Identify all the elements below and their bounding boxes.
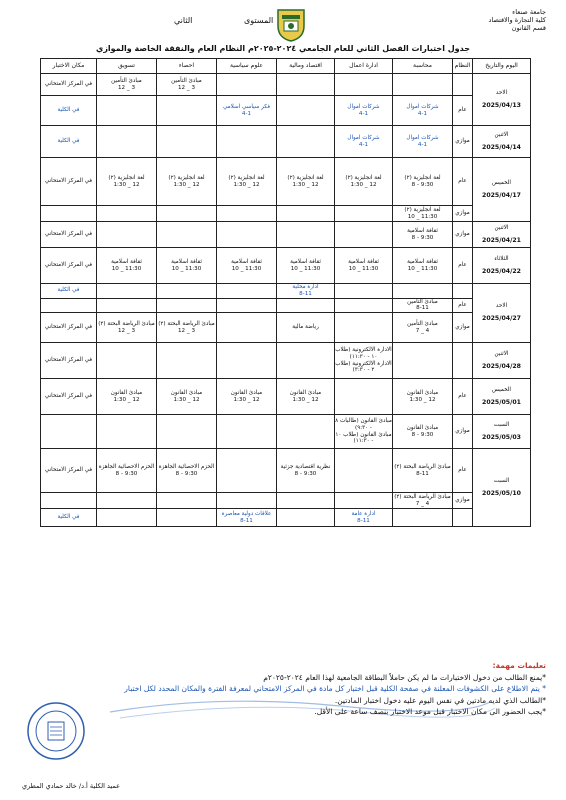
- exam-cell: [277, 298, 335, 313]
- table-row: [41, 126, 531, 158]
- system-cell: عام: [453, 158, 473, 206]
- exam-location-cell: في المركز الامتحاني: [41, 222, 97, 248]
- system-cell: عام: [453, 449, 473, 493]
- day-name: السبت: [493, 421, 510, 428]
- exam-cell: ثقافة اسلامية 11:30 _ 10: [335, 248, 393, 284]
- exam-cell: [277, 222, 335, 248]
- college-stamp-seal: [25, 700, 87, 762]
- exam-cell: [217, 222, 277, 248]
- system-cell: [453, 343, 473, 379]
- exam-cell: مبادئ القانون 12 _ 1:30: [157, 379, 217, 415]
- exam-location-cell: في الكلية: [41, 126, 97, 158]
- exam-cell: ثقافة اسلامية 11:30 _ 10: [277, 248, 335, 284]
- exam-cell: لغة انجليزية (٢) 12 _ 1:30: [217, 158, 277, 206]
- system-cell: عام: [453, 248, 473, 284]
- exam-cell: [97, 509, 157, 527]
- table-row: [41, 313, 531, 343]
- instructions-heading: تعليمات مهمة:: [492, 661, 546, 670]
- day-date-cell: [473, 379, 531, 415]
- exam-location-cell: [41, 415, 97, 449]
- system-cell: موازي: [453, 415, 473, 449]
- table-row: [41, 74, 531, 96]
- day-name: الاحد: [495, 303, 508, 310]
- day-name: الخميس: [492, 386, 511, 393]
- exam-cell: [97, 284, 157, 299]
- table-row: [41, 379, 531, 415]
- table-row: [41, 493, 531, 509]
- exam-cell: لغة انجليزية (٢) 12 _ 1:30: [157, 158, 217, 206]
- exam-date: 2025/05/03: [482, 433, 521, 441]
- day-date-cell: [473, 74, 531, 126]
- table-row: [41, 415, 531, 449]
- exam-cell: علاقات دولية معاصرة 8-11: [217, 509, 277, 527]
- exam-cell: مبادئ القانون (طالبات ٨ - ٩:٣٠) مبادئ القانون (طلاب ١٠ - ١١:٣٠): [335, 415, 393, 449]
- level-label: المستوى: [244, 16, 274, 25]
- exam-cell: [393, 74, 453, 96]
- day-date-cell: [473, 449, 531, 527]
- table-header-row: [41, 59, 531, 74]
- table-row: [41, 284, 531, 299]
- day-name: الاثنين: [494, 131, 509, 138]
- exam-cell: [277, 74, 335, 96]
- instructions-block: [30, 660, 546, 718]
- exam-cell: [335, 74, 393, 96]
- exam-cell: ثقافة اسلامية 11:30 _ 10: [393, 248, 453, 284]
- day-date-cell: [473, 284, 531, 343]
- table-row: [41, 96, 531, 126]
- exam-cell: شركات اموال 4-1: [335, 126, 393, 158]
- exam-cell: [157, 298, 217, 313]
- exam-cell: [97, 298, 157, 313]
- table-row: [41, 248, 531, 284]
- exam-cell: [393, 284, 453, 299]
- system-cell: موازي: [453, 493, 473, 509]
- exam-location-cell: [41, 206, 97, 222]
- column-header: اليوم والتاريخ: [473, 59, 531, 74]
- exam-cell: [157, 284, 217, 299]
- exam-location-cell: [41, 298, 97, 313]
- exam-cell: مبادئ القانون 12 _ 1:30: [277, 379, 335, 415]
- table-row: [41, 158, 531, 206]
- university-name: جامعة صنعاء: [512, 8, 546, 16]
- exam-location-cell: في الكلية: [41, 96, 97, 126]
- exam-cell: مبادئ القانون 12 _ 1:30: [97, 379, 157, 415]
- exam-cell: [157, 343, 217, 379]
- system-cell: عام: [453, 379, 473, 415]
- table-row: [41, 509, 531, 527]
- table-row: [41, 343, 531, 379]
- exam-location-cell: في المركز الامتحاني: [41, 158, 97, 206]
- instruction-item: *يجب الحضور الى مكان الاختبار قبل موعد الاختبار بنصف ساعة على الأقل.: [314, 707, 546, 716]
- column-header: ادارة اعمال: [335, 59, 393, 74]
- instruction-item: *يمنع الطالب من دخول الاختبارات ما لم يكن حاملاً البطاقة الجامعية لهذا العام ٢٠٢٤-٢٠٢٥م: [263, 672, 546, 682]
- exam-cell: [217, 343, 277, 379]
- exam-cell: [335, 379, 393, 415]
- exam-cell: ادارة عامة 8-11: [335, 509, 393, 527]
- institution-block: [488, 8, 546, 32]
- exam-cell: [335, 298, 393, 313]
- exam-cell: فكر سياسي اسلامي 4-1: [217, 96, 277, 126]
- exam-cell: ثقافة اسلامية 11:30 _ 10: [97, 248, 157, 284]
- exam-cell: مبادئ التأمين 3 _ 12: [157, 74, 217, 96]
- exam-date: 2025/04/22: [482, 267, 521, 275]
- table-row: [41, 222, 531, 248]
- exam-cell: مبادئ الرياضة البحتة (٢) 4 _ 7: [394, 493, 451, 507]
- exam-cell: [97, 415, 157, 449]
- system-cell: موازي: [453, 126, 473, 158]
- exam-location-cell: في الكلية: [41, 284, 97, 299]
- exam-cell: [97, 96, 157, 126]
- day-name: الثلاثاء: [494, 255, 509, 262]
- table-row: [41, 449, 531, 493]
- exam-cell: شركات اموال 4-1: [393, 96, 453, 126]
- exam-date: 2025/04/27: [482, 315, 521, 323]
- day-name: الاحد: [495, 89, 508, 96]
- day-date-cell: [473, 415, 531, 449]
- exam-cell: [335, 493, 393, 509]
- column-header: علوم سياسية: [217, 59, 277, 74]
- exam-cell: [217, 415, 277, 449]
- exam-cell: مبادئ الرياضة البحتة (٢) 3 _ 12: [97, 313, 157, 343]
- day-date-cell: [473, 222, 531, 248]
- table-row: [41, 206, 531, 222]
- system-cell: [453, 74, 473, 96]
- day-date-cell: [473, 248, 531, 284]
- exam-date: 2025/04/14: [482, 143, 521, 151]
- exam-cell: لغة انجليزية (٢) 12 _ 1:30: [277, 158, 335, 206]
- exam-cell: الادارة الالكترونية (طلاب ١٠ - ١١:٣٠) الادارة الالكترونية (طلاب ٢ - ٣:٣٠): [335, 343, 393, 379]
- table-row: [41, 298, 531, 313]
- dean-signature-line: عميد الكلية أ.د/ خالد حمادي المطري: [22, 782, 120, 790]
- exam-location-cell: [41, 493, 97, 509]
- exam-cell: مبادئ التأمين 4 _ 7: [393, 313, 453, 343]
- exam-date: 2025/04/13: [482, 101, 521, 109]
- exam-cell: مبادئ التأمين 3 _ 12: [97, 74, 157, 96]
- exam-date: 2025/05/01: [482, 398, 521, 406]
- exam-cell: مبادئ الرياضة البحتة (٢) 8-11: [393, 449, 453, 493]
- exam-cell: لغة انجليزية (٢) 9:30 - 8: [393, 158, 453, 206]
- exam-location-cell: في المركز الامتحاني: [41, 74, 97, 96]
- exam-cell: [157, 222, 217, 248]
- system-cell: عام: [453, 96, 473, 126]
- exam-cell: [97, 343, 157, 379]
- exam-cell: [277, 415, 335, 449]
- exam-cell: ثقافة اسلامية 11:30 _ 10: [217, 248, 277, 284]
- system-cell: موازي: [453, 313, 473, 343]
- exam-date: 2025/04/21: [482, 236, 521, 244]
- exam-cell: [335, 206, 393, 222]
- exam-cell: نظرية اقتصادية جزئية 9:30 - 8: [277, 449, 335, 493]
- exam-cell: مبادئ الرياضة البحتة (٢) 3 _ 12: [157, 313, 217, 343]
- instruction-item: *الطالب الذي لديه مادتين في نفس اليوم عليه دخول اختبار المادتين.: [334, 695, 546, 705]
- exam-schedule-table: [40, 58, 531, 527]
- level-block: [174, 16, 284, 30]
- exam-cell: مبادئ القانون 9:30 - 8: [393, 415, 453, 449]
- exam-cell: الحزم الاحصائية الجاهزة 9:30 - 8: [97, 449, 157, 493]
- exam-cell: [277, 96, 335, 126]
- exam-cell: [157, 415, 217, 449]
- exam-cell: [335, 313, 393, 343]
- day-name: الخميس: [492, 179, 511, 186]
- exam-location-cell: في المركز الامتحاني: [41, 379, 97, 415]
- exam-cell: الحزم الاحصائية الجاهزة 9:30 - 8: [157, 449, 217, 493]
- system-cell: موازي: [453, 222, 473, 248]
- exam-location-cell: في المركز الامتحاني: [41, 248, 97, 284]
- exam-cell: [335, 449, 393, 493]
- exam-cell: [157, 126, 217, 158]
- exam-date: 2025/04/17: [482, 191, 521, 199]
- exam-cell: ثقافة اسلامية 9:30 - 8: [393, 222, 453, 248]
- exam-cell: شركات اموال 4-1: [335, 96, 393, 126]
- exam-cell: [277, 206, 335, 222]
- exam-cell: [393, 509, 453, 527]
- department-name: قسم القانون: [511, 24, 546, 32]
- instruction-item: * يتم الاطلاع على الكشوفات المعلنة في صفحة الكلية قبل اختبار كل مادة في المركز الامتحاني لمعرفة الفترة والمكان المحدد لكل اختبار: [124, 684, 546, 693]
- exam-cell: [157, 96, 217, 126]
- column-header: تسويق: [97, 59, 157, 74]
- exam-cell: رياضة مالية: [277, 313, 335, 343]
- exam-cell: [277, 509, 335, 527]
- exam-date: 2025/04/28: [482, 362, 521, 370]
- exam-date: 2025/05/10: [482, 489, 521, 497]
- system-cell: عام: [453, 298, 473, 313]
- exam-cell: [157, 206, 217, 222]
- page-header: [14, 6, 552, 46]
- exam-cell: [217, 126, 277, 158]
- exam-cell: [277, 493, 335, 509]
- exam-location-cell: في المركز الامتحاني: [41, 313, 97, 343]
- system-cell: موازي: [453, 206, 473, 222]
- level-value: الثاني: [174, 16, 193, 25]
- exam-location-cell: في المركز الامتحاني: [41, 449, 97, 493]
- exam-cell: مبادئ القانون 12 _ 1:30: [393, 379, 453, 415]
- day-date-cell: [473, 126, 531, 158]
- exam-cell: لغة انجليزية (٢) 11:30 _ 10: [393, 206, 453, 222]
- exam-cell: [277, 126, 335, 158]
- day-name: الاثنين: [494, 350, 509, 357]
- exam-cell: [157, 509, 217, 527]
- exam-cell: [217, 493, 277, 509]
- exam-cell: [217, 74, 277, 96]
- exam-cell: مبادئ التأمين 8-11: [393, 298, 453, 313]
- exam-cell: لغة انجليزية (٢) 12 _ 1:30: [335, 158, 393, 206]
- column-header: النظام: [453, 59, 473, 74]
- day-name: الاثنين: [494, 224, 509, 231]
- exam-cell: [217, 284, 277, 299]
- day-date-cell: [473, 158, 531, 222]
- exam-cell: ثقافة اسلامية 11:30 _ 10: [157, 248, 217, 284]
- exam-cell: [393, 343, 453, 379]
- column-header: اقتصاد ومالية: [277, 59, 335, 74]
- exam-cell: [335, 284, 393, 299]
- exam-cell: [97, 493, 157, 509]
- exam-location-cell: في المركز الامتحاني: [41, 343, 97, 379]
- exam-cell: ادارة محلية 8-11: [277, 284, 335, 299]
- exam-cell: [217, 298, 277, 313]
- column-header: احصاء: [157, 59, 217, 74]
- college-name: كلية التجارة والاقتصاد: [488, 16, 546, 24]
- exam-cell: [217, 206, 277, 222]
- exam-cell: [217, 313, 277, 343]
- exam-cell: [97, 222, 157, 248]
- day-name: السبت: [493, 477, 510, 484]
- column-header: مكان الاختبار: [41, 59, 97, 74]
- exam-cell: [157, 493, 217, 509]
- exam-cell: [97, 126, 157, 158]
- exam-cell: لغة انجليزية (٢) 12 _ 1:30: [97, 158, 157, 206]
- system-cell: [453, 509, 473, 527]
- exam-cell: [277, 343, 335, 379]
- schedule-title: جدول اختبارات الفصل الثاني للعام الجامعي ٢٠٢٤-٢٠٢٥م النظام العام والنفقة الخاصة والموازي: [95, 44, 471, 53]
- exam-cell: [97, 206, 157, 222]
- column-header: محاسبة: [393, 59, 453, 74]
- exam-cell: مبادئ القانون 12 _ 1:30: [217, 379, 277, 415]
- exam-cell: [335, 222, 393, 248]
- day-date-cell: [473, 343, 531, 379]
- exam-cell: [217, 449, 277, 493]
- exam-location-cell: في الكلية: [41, 509, 97, 527]
- system-cell: [453, 284, 473, 299]
- exam-cell: شركات اموال 4-1: [393, 126, 453, 158]
- table-body: [41, 74, 531, 527]
